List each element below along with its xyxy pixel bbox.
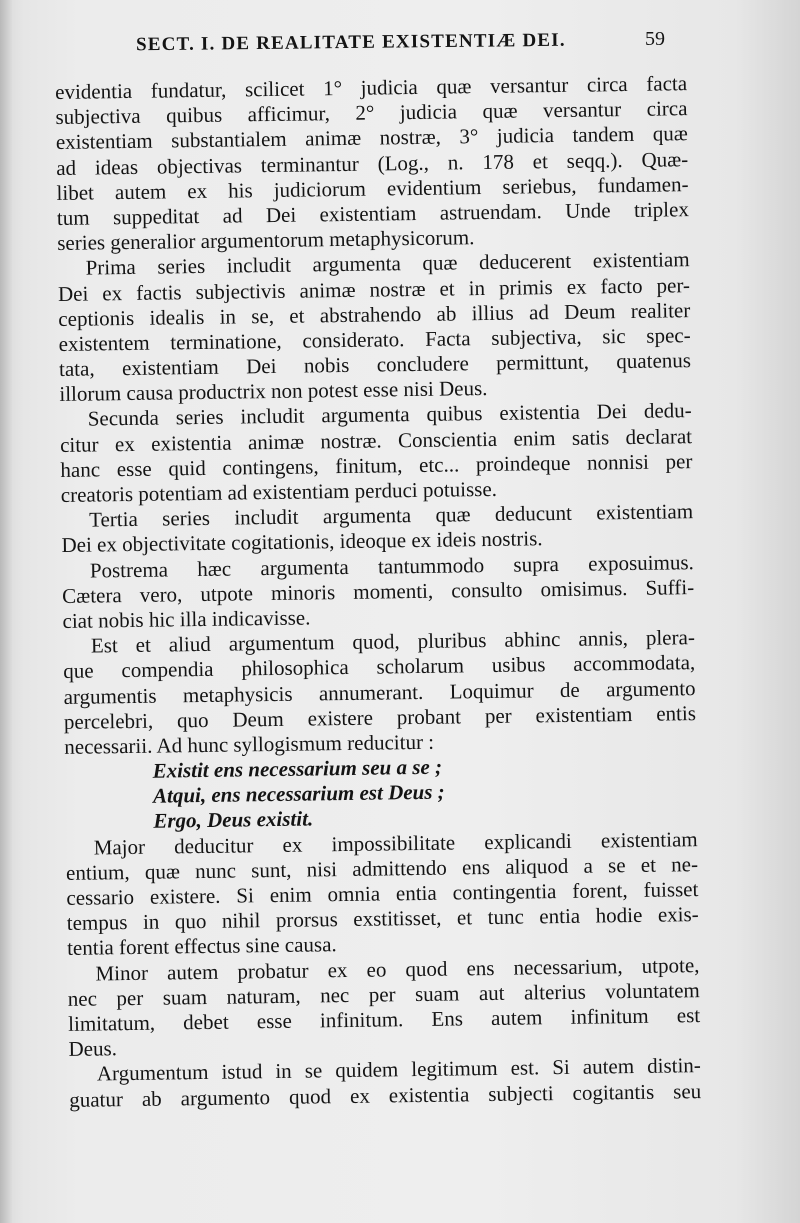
text-line: illorum causa productrix non potest esse nisi Deus. bbox=[59, 376, 488, 407]
running-head: SECT. I. DE REALITATE EXISTENTIÆ DEI. bbox=[135, 29, 566, 56]
text-line: limitatum, debet esse infinitum. Ens autem infinitum est bbox=[68, 1003, 701, 1036]
text-line: libet autem ex his judiciorum evidentium seriebus, fundamen- bbox=[56, 171, 689, 205]
text-line: cessario existere. Si enim omnia entia contingentia forent, fuisset bbox=[66, 877, 699, 910]
text-line: Minor autem probatur ex eo quod ens necessarium, utpote, bbox=[95, 952, 700, 986]
page-number: 59 bbox=[645, 28, 665, 50]
text-line: ceptionis idealis in se, et abstrahendo ab illius ad Deum realiter bbox=[58, 297, 691, 331]
text-line: ad ideas objectivas terminantur (Log., n. 178 et seqq.). Quæ- bbox=[56, 146, 689, 180]
text-line: Dei ex factis subjectivis animæ nostræ et in primis ex facto per- bbox=[57, 272, 691, 306]
text-line: citur ex existentia animæ nostræ. Conscientia enim satis declarat bbox=[59, 423, 693, 457]
text-line: Dei ex objectivitate cogitationis, ideoque ex ideis nostris. bbox=[61, 526, 543, 558]
text-line: existentem terminatione, considerato. Facta subjectiva, sic spec- bbox=[58, 323, 691, 356]
text-line: que compendia philosophica scholarum usibus accommodata, bbox=[63, 650, 696, 684]
text-line: series generalior argumentorum metaphysicorum. bbox=[57, 225, 475, 256]
text-line: nec per suam naturam, nec per suam aut alterius voluntatem bbox=[67, 977, 700, 1011]
text-line: guatur ab argumento quod ex existentia subjecti cogitantis seu bbox=[69, 1078, 702, 1112]
page-gutter-shadow bbox=[0, 0, 12, 1223]
text-line: Atqui, ens necessarium est Deus ; bbox=[152, 779, 445, 808]
text-line: percelebri, quo Deum existere probant per existentiam entis bbox=[63, 700, 697, 734]
text-line: evidentia fundatur, scilicet 1° judicia quæ versantur circa facta bbox=[55, 71, 688, 104]
text-line: argumentis metaphysicis annumerant. Loquimur de argumento bbox=[63, 675, 696, 709]
text-line: ciat nobis hic illa indicavisse. bbox=[62, 605, 311, 633]
text-line: tempus in quo nihil prorsus exstitisset, et tunc entia hodie exis- bbox=[66, 902, 699, 936]
text-line: Postrema hæc argumenta tantummodo supra exposuimus. bbox=[89, 549, 694, 583]
body-text bbox=[55, 71, 701, 1112]
text-line: Secunda series includit argumenta quibus existentia Dei dedu- bbox=[87, 398, 692, 432]
text-line: Existit ens necessarium seu a se ; bbox=[152, 754, 443, 783]
text-line: Ergo, Deus existit. bbox=[153, 806, 314, 834]
text-line: Argumentum istud in se quidem legitimum est. Si autem distin- bbox=[96, 1053, 701, 1086]
text-line: hanc esse quid contingens, finitum, etc... proindeque nonnisi per bbox=[60, 448, 693, 482]
page-header bbox=[60, 30, 700, 60]
text-line: Est et aliud argumentum quod, pluribus abhinc annis, plera- bbox=[90, 625, 696, 658]
text-line: tata, existentiam Dei nobis concludere permittunt, quatenus bbox=[58, 348, 692, 382]
text-line: Prima series includit argumenta quæ deducerent existentiam bbox=[85, 247, 690, 280]
text-line: entium, quæ nunc sunt, nisi admittendo ens aliquod a se et ne- bbox=[65, 851, 699, 885]
text-line: Cætera vero, utpote minoris momenti, consulto omisimus. Suffi- bbox=[62, 574, 695, 608]
text-line: necessarii. Ad hunc syllogismum reducitur : bbox=[64, 729, 435, 759]
text-line: subjectiva quibus afficimur, 2° judicia quæ versantur circa bbox=[55, 96, 688, 130]
text-line: creatoris potentiam ad existentiam perduci potuisse. bbox=[60, 476, 498, 507]
text-line: Major deducitur ex impossibilitate explicandi existentiam bbox=[93, 826, 698, 860]
text-line: tum suppeditat ad Dei existentiam astruendam. Unde triplex bbox=[56, 197, 690, 230]
text-line: existentiam substantialem animæ nostræ, 3° judicia tandem quæ bbox=[55, 121, 688, 155]
text-line: Tertia series includit argumenta quæ deducunt existentiam bbox=[88, 499, 694, 532]
text-line: tentia forent effectus sine causa. bbox=[66, 932, 337, 961]
text-line: Deus. bbox=[68, 1036, 118, 1062]
